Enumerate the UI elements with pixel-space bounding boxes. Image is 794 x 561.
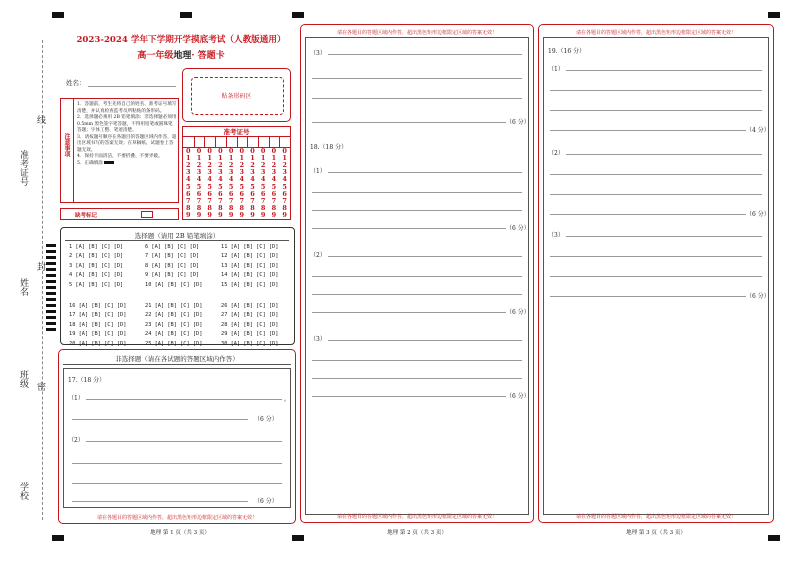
answer-line[interactable]: [312, 210, 522, 211]
exam-id-digit[interactable]: 0: [186, 147, 191, 155]
exam-id-digit[interactable]: 5: [282, 182, 287, 191]
absent-row: [60, 208, 179, 220]
mc-question[interactable]: 30 [A] [B] [C] [D]: [221, 340, 279, 347]
side-label-school: 学校: [18, 482, 28, 500]
q18-part3: （3）: [310, 336, 326, 343]
mc-question[interactable]: 19 [A] [B] [C] [D]: [69, 331, 127, 338]
mc-question[interactable]: 21 [A] [B] [C] [D]: [145, 303, 203, 309]
exam-id-digit[interactable]: 9: [207, 210, 212, 219]
notice-label: 注意事项: [63, 133, 70, 157]
exam-id-digit[interactable]: 4: [196, 175, 202, 184]
answer-line[interactable]: [72, 483, 282, 484]
answer-line[interactable]: [550, 90, 762, 91]
answer-line[interactable]: [550, 276, 762, 277]
barcode-label: 贴条形码区: [221, 93, 252, 100]
exam-id-digit[interactable]: 7: [260, 196, 266, 205]
card-text: · 答题卡: [191, 51, 225, 61]
exam-id-digit[interactable]: 2: [271, 161, 277, 170]
exam-id-digit[interactable]: 9: [260, 210, 266, 219]
exam-id-digit[interactable]: 3: [239, 168, 245, 177]
exam-id-digit[interactable]: 9: [239, 210, 245, 219]
corner-mark: [180, 12, 192, 18]
exam-id-digit[interactable]: 0: [271, 147, 277, 155]
mc-question[interactable]: 25 [A] [B] [C] [D]: [145, 340, 203, 347]
exam-id-digit[interactable]: 0: [260, 147, 266, 155]
side-label-seal: 封: [35, 262, 45, 271]
exam-id-digit[interactable]: 1: [207, 154, 212, 163]
exam-id-digit[interactable]: 4: [239, 175, 245, 184]
mc-question[interactable]: 17 [A] [B] [C] [D]: [69, 312, 127, 319]
exam-id-digit[interactable]: 3: [282, 168, 287, 177]
corner-mark: [768, 535, 780, 541]
mc-question[interactable]: 10 [A] [B] [C] [D]: [145, 281, 203, 288]
mc-section: [60, 227, 295, 345]
exam-id-digit[interactable]: 7: [239, 196, 245, 205]
exam-id-digit[interactable]: 5: [218, 182, 223, 191]
q19-part2: （2）: [548, 150, 564, 157]
exam-id-digit[interactable]: 8: [282, 203, 287, 212]
notice-item: 3．请按题号顺序在各题目的答题区域内作答，超出区域书写的答案无效；在草稿纸、试题卷上答题无效。: [77, 134, 177, 153]
warning-text: 请在各题目的答题区域内作答，超出黑色矩形边框限定区域的答案无效！: [575, 30, 736, 36]
side-label-line: 线: [35, 115, 45, 124]
exam-id-digit[interactable]: 7: [228, 196, 234, 205]
exam-id-digit[interactable]: 3: [196, 168, 202, 177]
exam-id-digit[interactable]: 3: [218, 168, 223, 177]
exam-id-digit[interactable]: 8: [250, 203, 255, 212]
page3-answer-box: [538, 24, 774, 523]
exam-id-digit[interactable]: 2: [282, 161, 287, 170]
mc-question[interactable]: 12 [A] [B] [C] [D]: [221, 253, 279, 260]
answer-line[interactable]: [550, 214, 746, 215]
exam-id-digit[interactable]: 7: [282, 196, 287, 205]
q17-part2: （2）: [68, 437, 84, 444]
answer-line[interactable]: [312, 276, 522, 277]
answer-line[interactable]: [550, 110, 762, 111]
exam-id-digit[interactable]: 7: [186, 196, 191, 205]
exam-id-digit[interactable]: 9: [282, 210, 287, 219]
mc-question[interactable]: 6 [A] [B] [C] [D]: [145, 244, 200, 250]
answer-line[interactable]: [312, 228, 506, 229]
grade-text: 高一年级: [137, 51, 174, 61]
notice-list: [77, 102, 177, 167]
score-label: （6 分）: [746, 211, 770, 218]
side-label-exam-no: 准考证号: [18, 150, 28, 186]
mc-question[interactable]: 11 [A] [B] [C] [D]: [221, 244, 279, 250]
mc-question[interactable]: 2 [A] [B] [C] [D]: [69, 253, 124, 260]
exam-id-digit[interactable]: 2: [260, 161, 266, 170]
answer-line[interactable]: [312, 360, 522, 361]
end-dot: 。: [284, 396, 291, 403]
exam-id-digit[interactable]: 9: [250, 210, 255, 219]
page-footer: 地理 第 3 页（共 3 页）: [626, 530, 686, 536]
exam-id-digit[interactable]: 4: [186, 175, 191, 184]
exam-id-digit[interactable]: 6: [250, 189, 255, 198]
exam-id-digit[interactable]: 7: [207, 196, 212, 205]
mc-question[interactable]: 7 [A] [B] [C] [D]: [145, 253, 200, 260]
answer-line[interactable]: [312, 122, 506, 123]
exam-id-digit[interactable]: 6: [218, 189, 223, 198]
q19-heading: 19.（16 分）: [548, 48, 586, 55]
exam-id-digit[interactable]: 6: [186, 189, 191, 198]
exam-id-digit[interactable]: 5: [196, 182, 202, 191]
exam-id-digit[interactable]: 8: [186, 203, 191, 212]
exam-id-digit[interactable]: 5: [250, 182, 255, 191]
answer-line[interactable]: [312, 192, 522, 193]
notice-item: 2．选择题必须用 2B 铅笔填涂；非选择题必须用 0.5mm 黑色签字笔答题，不得用铅笔或圆珠笔答题；字体工整、笔迹清楚。: [77, 115, 177, 133]
corner-mark: [52, 12, 64, 18]
exam-id-digit[interactable]: 5: [186, 182, 191, 191]
page-footer: 地理 第 1 页（共 3 页）: [150, 530, 210, 536]
answer-line[interactable]: [566, 236, 762, 237]
page-title: 2023-2024 学年下学期开学摸底考试（人教版通用）: [76, 35, 286, 45]
exam-id-digit[interactable]: 1: [282, 154, 287, 163]
exam-id-digit[interactable]: 2: [186, 161, 191, 170]
mc-question[interactable]: 9 [A] [B] [C] [D]: [145, 272, 200, 279]
exam-id-digit[interactable]: 3: [228, 168, 234, 177]
exam-id-grid[interactable]: [183, 147, 290, 219]
mc-question[interactable]: 26 [A] [B] [C] [D]: [221, 303, 279, 309]
answer-line[interactable]: [312, 396, 506, 397]
answer-line[interactable]: [550, 256, 762, 257]
exam-id-digit[interactable]: 1: [196, 154, 202, 163]
exam-id-digit[interactable]: 0: [207, 147, 212, 155]
notice-item: 4．保持卡面清洁，不要折叠、不要弄破。: [77, 154, 163, 159]
exam-id-digit[interactable]: 8: [228, 203, 234, 212]
mc-question[interactable]: 4 [A] [B] [C] [D]: [69, 272, 124, 279]
notice-item: 5．正确填涂: [77, 161, 177, 168]
q18-part2: （2）: [310, 252, 326, 259]
score-label: （6 分）: [746, 293, 770, 300]
answer-line[interactable]: [550, 130, 746, 131]
corner-mark: [292, 12, 304, 18]
exam-id-digit[interactable]: 0: [228, 147, 234, 155]
mc-question[interactable]: 23 [A] [B] [C] [D]: [145, 321, 203, 328]
answer-line[interactable]: [72, 463, 282, 464]
exam-id-digit[interactable]: 6: [207, 189, 212, 198]
answer-line[interactable]: [566, 154, 762, 155]
subject-text: 地理: [173, 51, 192, 61]
exam-id-digit[interactable]: 6: [260, 189, 266, 198]
mc-question[interactable]: 24 [A] [B] [C] [D]: [145, 331, 203, 338]
q19-part3: （3）: [548, 232, 564, 239]
exam-id-digit[interactable]: 2: [207, 161, 212, 170]
exam-id-digit[interactable]: 4: [207, 175, 212, 184]
answer-line[interactable]: [328, 256, 522, 257]
warning-text: 请在各题目的答题区域内作答，超出黑色矩形边框限定区域的答案无效！: [336, 30, 497, 36]
answer-line[interactable]: [86, 399, 282, 400]
mc-question[interactable]: 29 [A] [B] [C] [D]: [221, 331, 279, 338]
mc-question[interactable]: 20 [A] [B] [C] [D]: [69, 340, 127, 347]
exam-id-digit[interactable]: 8: [207, 203, 212, 212]
exam-id-digit[interactable]: 9: [228, 210, 234, 219]
mc-grid: [69, 243, 289, 347]
exam-id-digit[interactable]: 7: [250, 196, 255, 205]
mc-question[interactable]: 28 [A] [B] [C] [D]: [221, 321, 279, 328]
q18-part1: （1）: [310, 168, 326, 175]
exam-id-digit[interactable]: 3: [186, 168, 191, 177]
exam-id-digit[interactable]: 1: [218, 154, 223, 163]
side-label-class: 班级: [18, 370, 28, 388]
exam-id-digit[interactable]: 4: [260, 175, 266, 184]
exam-id-digit[interactable]: 0: [218, 147, 223, 155]
score-label: （6 分）: [254, 416, 278, 423]
corner-mark: [768, 12, 780, 18]
exam-id-digit[interactable]: 4: [228, 175, 234, 184]
answer-line[interactable]: [550, 174, 762, 175]
exam-id-digit[interactable]: 8: [239, 203, 245, 212]
exam-id-digit[interactable]: 9: [196, 210, 202, 219]
mc-title: 选择题（请用 2B 铅笔填涂）: [134, 232, 220, 240]
warning-text: 请在各题目的答题区域内作答，超出黑色矩形边框限定区域的答案无效！: [575, 514, 736, 520]
exam-id-digit[interactable]: 6: [282, 189, 287, 198]
answer-line[interactable]: [550, 296, 746, 297]
exam-id-digit[interactable]: 6: [239, 189, 245, 198]
exam-id-label: 准考证号: [223, 128, 250, 136]
score-label: （6 分）: [506, 225, 530, 232]
score-label: （6 分）: [506, 119, 530, 126]
notice-box: [60, 98, 179, 203]
page2-answer-box: [300, 24, 534, 523]
name-input-line[interactable]: [88, 86, 176, 87]
corner-mark: [292, 535, 304, 541]
score-label: （6 分）: [254, 498, 278, 505]
exam-id-digit[interactable]: 7: [196, 196, 202, 205]
exam-id-digit[interactable]: 2: [250, 161, 255, 170]
answer-line[interactable]: [72, 419, 248, 420]
answer-line[interactable]: [86, 441, 282, 442]
exam-id-digit[interactable]: 1: [250, 154, 255, 163]
q17-part3: （3）: [310, 50, 326, 57]
q17-box: [63, 368, 291, 508]
exam-id-digit[interactable]: 1: [239, 154, 245, 163]
exam-id-digit[interactable]: 1: [228, 154, 234, 163]
exam-id-digit[interactable]: 5: [271, 182, 277, 191]
exam-id-digit[interactable]: 9: [186, 210, 191, 219]
answer-line[interactable]: [312, 312, 506, 313]
mc-question[interactable]: 18 [A] [B] [C] [D]: [69, 321, 127, 328]
exam-id-digit[interactable]: 1: [260, 154, 266, 163]
exam-id-digit[interactable]: 5: [260, 182, 266, 191]
name-label: 姓名：: [66, 79, 86, 87]
warning-text: 请在各题目的答题区域内作答，超出黑色矩形边框限定区域的答案无效！: [96, 515, 257, 521]
answer-line[interactable]: [328, 172, 522, 173]
barcode-area: [182, 68, 291, 122]
exam-id-digit[interactable]: 9: [271, 210, 277, 219]
mc-question[interactable]: 14 [A] [B] [C] [D]: [221, 272, 279, 279]
exam-id-digit[interactable]: 6: [228, 189, 234, 198]
q17-part1: （1）: [68, 395, 84, 402]
exam-id-digit[interactable]: 7: [271, 196, 277, 205]
exam-id-digit[interactable]: 1: [271, 154, 277, 163]
answer-line[interactable]: [312, 78, 522, 79]
exam-id-digit[interactable]: 8: [196, 203, 202, 212]
answer-line[interactable]: [550, 194, 762, 195]
score-label: （6 分）: [506, 393, 530, 400]
side-label-secret: 密: [35, 382, 45, 391]
exam-id-digit[interactable]: 8: [218, 203, 223, 212]
exam-id-box: [182, 126, 291, 220]
answer-line[interactable]: [312, 294, 522, 295]
exam-id-digit[interactable]: 6: [196, 189, 202, 198]
exam-id-digit[interactable]: 2: [218, 161, 223, 170]
answer-line[interactable]: [328, 340, 522, 341]
exam-id-digit[interactable]: 3: [260, 168, 266, 177]
exam-id-digit[interactable]: 5: [239, 182, 245, 191]
exam-id-digit[interactable]: 8: [271, 203, 277, 212]
mc-question[interactable]: 22 [A] [B] [C] [D]: [145, 312, 203, 319]
exam-id-digit[interactable]: 4: [282, 175, 287, 184]
q18-heading: 18.（18 分）: [310, 144, 348, 151]
side-label-name: 姓名: [18, 278, 28, 296]
exam-id-digit[interactable]: 1: [186, 154, 191, 163]
exam-id-digit[interactable]: 0: [282, 147, 287, 155]
answer-line[interactable]: [566, 70, 762, 71]
binding-line: [42, 40, 43, 520]
exam-id-digit[interactable]: 0: [239, 147, 245, 155]
exam-id-digit[interactable]: 9: [218, 210, 223, 219]
exam-id-digit[interactable]: 6: [271, 189, 277, 198]
answer-line[interactable]: [312, 98, 522, 99]
mc-question[interactable]: 13 [A] [B] [C] [D]: [221, 262, 279, 269]
exam-id-digit[interactable]: 0: [250, 147, 255, 155]
exam-id-digit[interactable]: 5: [228, 182, 234, 191]
timing-marks: [46, 244, 56, 334]
absent-label: 缺考标记: [75, 213, 98, 219]
exam-id-digit[interactable]: 4: [250, 175, 255, 184]
nonmc-title: 非选择题（请在各试题的答题区域内作答）: [115, 355, 239, 363]
mc-question[interactable]: 15 [A] [B] [C] [D]: [221, 281, 279, 288]
mc-question[interactable]: 8 [A] [B] [C] [D]: [145, 262, 200, 269]
exam-id-digit[interactable]: 7: [218, 196, 223, 205]
answer-line[interactable]: [312, 378, 522, 379]
page-footer: 地理 第 2 页（共 3 页）: [387, 530, 447, 536]
mc-question[interactable]: 27 [A] [B] [C] [D]: [221, 312, 279, 319]
mc-question[interactable]: 16 [A] [B] [C] [D]: [69, 303, 127, 309]
score-label: （4 分）: [746, 127, 770, 134]
q17-heading: 17.（18 分）: [68, 377, 106, 384]
score-label: （6 分）: [506, 309, 530, 316]
corner-mark: [52, 535, 64, 541]
absent-checkbox[interactable]: [141, 211, 153, 218]
exam-id-digit[interactable]: 5: [207, 182, 212, 191]
exam-id-digit[interactable]: 3: [207, 168, 212, 177]
answer-line[interactable]: [72, 501, 248, 502]
mc-question[interactable]: 3 [A] [B] [C] [D]: [69, 262, 124, 269]
exam-id-digit[interactable]: 2: [196, 161, 202, 170]
exam-id-digit[interactable]: 3: [271, 168, 277, 177]
exam-id-digit[interactable]: 2: [228, 161, 234, 170]
page-subtitle: [66, 48, 296, 61]
page1-answer-box: [58, 349, 296, 524]
exam-id-digit[interactable]: 2: [239, 161, 245, 170]
notice-item: 1．答题前，考生先将自己的姓名、准考证号填写清楚，并认真检查监考员所粘贴的条形码。: [77, 102, 177, 114]
mc-question[interactable]: 1 [A] [B] [C] [D]: [69, 244, 124, 250]
exam-id-digit[interactable]: 8: [260, 203, 266, 212]
exam-id-digit[interactable]: 4: [271, 175, 277, 184]
mc-question[interactable]: 5 [A] [B] [C] [D]: [69, 281, 124, 288]
exam-id-digit[interactable]: 3: [250, 168, 255, 177]
answer-line[interactable]: [328, 54, 522, 55]
exam-id-digit[interactable]: 0: [196, 147, 202, 155]
q19-part1: （1）: [548, 66, 564, 73]
exam-id-digit[interactable]: 4: [218, 175, 223, 184]
warning-text: 请在各题目的答题区域内作答，超出黑色矩形边框限定区域的答案无效！: [336, 514, 497, 520]
